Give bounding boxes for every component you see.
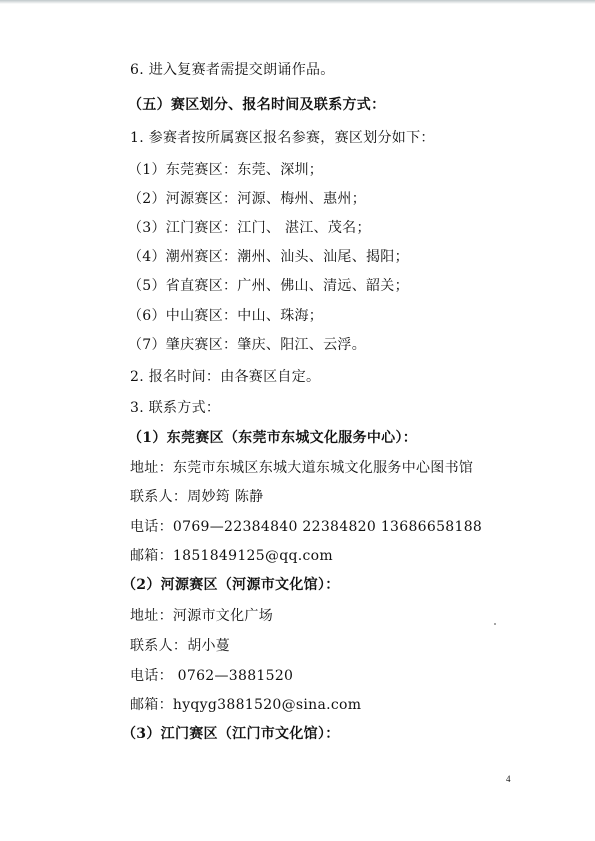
- division-zhaoqing: （7）肇庆赛区：肇庆、阳江、云浮。: [128, 337, 367, 353]
- division-jiangmen: （3）江门赛区：江门、 湛江、茂名；: [128, 220, 371, 236]
- page-number: 4: [506, 774, 511, 784]
- scan-speck: [494, 623, 496, 625]
- division-intro: 1. 参赛者按所属赛区报名参赛，赛区划分如下：: [130, 130, 435, 146]
- division-dongguan: （1）东莞赛区：东莞、深圳；: [128, 162, 324, 178]
- division-heyuan: （2）河源赛区：河源、梅州、惠州；: [128, 191, 367, 207]
- heyuan-phone: 电话： 0762—3881520: [130, 668, 294, 684]
- item-6-recital-work: 6. 进入复赛者需提交朗诵作品。: [130, 62, 335, 78]
- division-provincial: （5）省直赛区：广州、佛山、清远、韶关；: [128, 278, 409, 294]
- dongguan-phone: 电话：0769—22384840 22384820 13686658188: [130, 519, 483, 535]
- dongguan-contact-heading: （1）东莞赛区（东莞市东城文化服务中心）：: [128, 430, 418, 446]
- dongguan-contact-person: 联系人：周妙筠 陈静: [130, 489, 264, 505]
- jiangmen-contact-heading: （3）江门赛区（江门市文化馆）：: [122, 726, 340, 742]
- division-chaozhou: （4）潮州赛区：潮州、汕头、汕尾、揭阳；: [128, 249, 409, 265]
- section-5-heading: （五）赛区划分、报名时间及联系方式：: [128, 97, 386, 113]
- dongguan-email: 邮箱：1851849125@qq.com: [130, 548, 333, 564]
- heyuan-email: 邮箱：hyqyg3881520@sina.com: [130, 697, 362, 713]
- dongguan-address: 地址：东莞市东城区东城大道东城文化服务中心图书馆: [130, 460, 474, 476]
- registration-time: 2. 报名时间：由各赛区自定。: [130, 369, 321, 385]
- division-zhongshan: （6）中山赛区：中山、珠海；: [128, 308, 324, 324]
- contact-heading: 3. 联系方式：: [130, 400, 221, 416]
- scan-top-edge: [0, 0, 595, 4]
- heyuan-contact-heading: （2）河源赛区（河源市文化馆）：: [122, 577, 340, 593]
- heyuan-contact-person: 联系人：胡小蔓: [130, 638, 231, 654]
- heyuan-address: 地址：河源市文化广场: [130, 608, 273, 624]
